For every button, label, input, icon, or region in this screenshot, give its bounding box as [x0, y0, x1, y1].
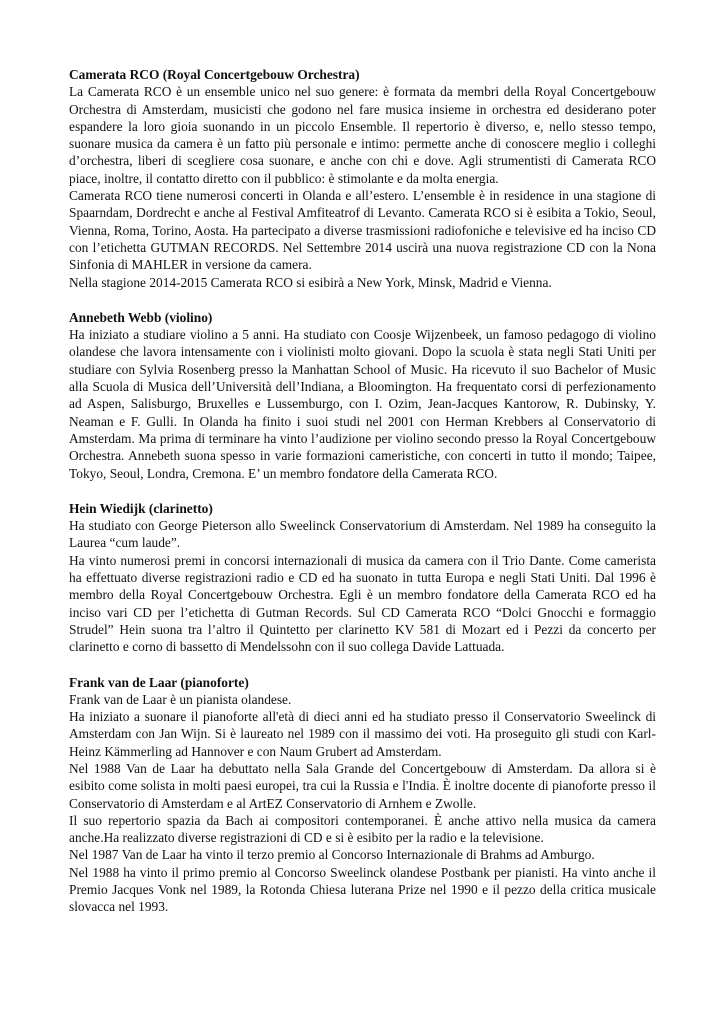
- section-hein-wiedijk: [69, 500, 656, 656]
- section-frank-van-de-laar: [69, 674, 656, 916]
- paragraph: Frank van de Laar è un pianista olandese.: [69, 691, 292, 707]
- paragraph: Ha vinto numerosi premi in concorsi internazionali di musica da camera con il Trio Dante. Come camerista ha effettuato diverse registrazioni radio e CD ed ha suonato in tutta Europa e negli Stati Uniti. Dal 1996 è membro della Royal Concertgebouw Orchestra. Egli è un membro fondatore della Camerata RCO ed ha inciso vari CD per l’etichetta di Gutman Records. Sul CD Camerata RCO “Dolci Gnocchi e formaggio Strudel” Hein suona tra l’altro il Quintetto per clarinetto KV 581 di Mozart ed i Pezzi da concerto per clarinetto e corno di bassetto di Mendelssohn con il suo collega Davide Lattuada.: [69, 552, 656, 655]
- section-title: Camerata RCO (Royal Concertgebouw Orchestra): [69, 67, 360, 82]
- paragraph: Ha iniziato a suonare il pianoforte all'età di dieci anni ed ha studiato presso il Conservatorio Sweelinck di Amsterdam con Jan Wijn. Si è laureato nel 1989 con il massimo dei voti. Ha proseguito gli studi con Karl-Heinz Kämmerling ad Hannover e con Naum Grubert ad Amsterdam.: [69, 709, 656, 759]
- paragraph: Ha studiato con George Pieterson allo Sweelinck Conservatorium di Amsterdam. Nel 1989 ha conseguito la Laurea “cum laude”.: [69, 518, 656, 551]
- section-annebeth-webb: [69, 309, 656, 482]
- paragraph: Nel 1988 Van de Laar ha debuttato nella Sala Grande del Concertgebouw di Amsterdam. Da allora si è esibito come solista in molti paesi europei, tra cui la Russia e l'India. È inoltre docente di pianoforte presso il Conservatorio di Amsterdam e al ArtEZ Conservatorio di Arnhem e Zwolle.: [69, 760, 656, 811]
- paragraph: Nel 1987 Van de Laar ha vinto il terzo premio al Concorso Internazionale di Brahms ad Amburgo.: [69, 847, 595, 863]
- paragraph: La Camerata RCO è un ensemble unico nel suo genere: è formata da membri della Royal Concertgebouw Orchestra di Amsterdam, musicisti che godono nel fare musica insieme in orchestra ed desiderano poter espandere la loro gioia suonando in un piccolo Ensemble. Il repertorio è diverso, e, nello stesso tempo, suonare musica da camera è un fatto più personale e intimo: permette anche di conoscere meglio i colleghi d’orchestra, liberi di scegliere cosa suonare, e anche con chi e dove. Agli strumentisti di Camerata RCO piace, inoltre, il contatto diretto con il pubblico: è stimolante e da molta energia.: [69, 84, 656, 186]
- section-title: Annebeth Webb (violino): [69, 309, 213, 325]
- paragraph: Ha iniziato a studiare violino a 5 anni. Ha studiato con Coosje Wijzenbeek, un famoso pedagogo di violino olandese che lavora intensamente con i violinisti molto giovani. Dopo la scuola è stata negli Stati Uniti per studiare con Sylvia Rosenberg presso la Manhattan School of Music. Ha ricevuto il suo Bachelor of Music alla Scuola di Musica dell’Università dell’Indiana, a Bloomington. Ha frequentato corsi di perfezionamento ad Aspen, Salisburgo, Bruxelles e Lussemburgo, con I. Ozim, Jean-Jacques Kantorow, R. Dubinsky, Y. Neaman e F. Gulli. In Olanda ha finito i suoi studi nel 2001 con Herman Krebbers al Conservatorio di Amsterdam. Ma prima di terminare ha vinto l’audizione per violino secondo presso la Royal Concertgebouw Orchestra. Annebeth suona spesso in varie formazioni cameristiche, con concerti in tutto il mondo; Taipee, Tokyo, Seoul, Londra, Cremona. E’ un membro fondatore della Camerata RCO.: [69, 327, 656, 481]
- paragraph: Il suo repertorio spazia da Bach ai compositori contemporanei. È anche attivo nella musica da camera anche.Ha realizzato diverse registrazioni di CD e si è esibito per la radio e la televisione.: [69, 812, 656, 846]
- paragraph: Nel 1988 ha vinto il primo premio al Concorso Sweelinck olandese Postbank per pianisti. Ha vinto anche il Premio Jacques Vonk nel 1989, la Rotonda Chiesa luterana Prize nel 1990 e il pezzo della critica musicale slovacca nel 1993.: [69, 864, 656, 915]
- section-title: Hein Wiedijk (clarinetto): [69, 500, 213, 516]
- section-camerata-rco: [69, 66, 656, 291]
- paragraph: Nella stagione 2014-2015 Camerata RCO si esibirà a New York, Minsk, Madrid e Vienna.: [69, 274, 552, 290]
- section-title: Frank van de Laar (pianoforte): [69, 674, 249, 690]
- paragraph: Camerata RCO tiene numerosi concerti in Olanda e all’estero. L’ensemble è in residence in una stagione di Spaarndam, Dordrecht e anche al Festival Amfiteatrof di Levanto. Camerata RCO si è esibita a Tokio, Seoul, Vienna, Roma, Torino, Aosta. Ha partecipato a diverse trasmissioni radiofoniche e televisive ed ha inciso CD con l’etichetta GUTMAN RECORDS. Nel Settembre 2014 uscirà una nuova registrazione CD con la Nona Sinfonia di MAHLER in versione da camera.: [69, 188, 656, 273]
